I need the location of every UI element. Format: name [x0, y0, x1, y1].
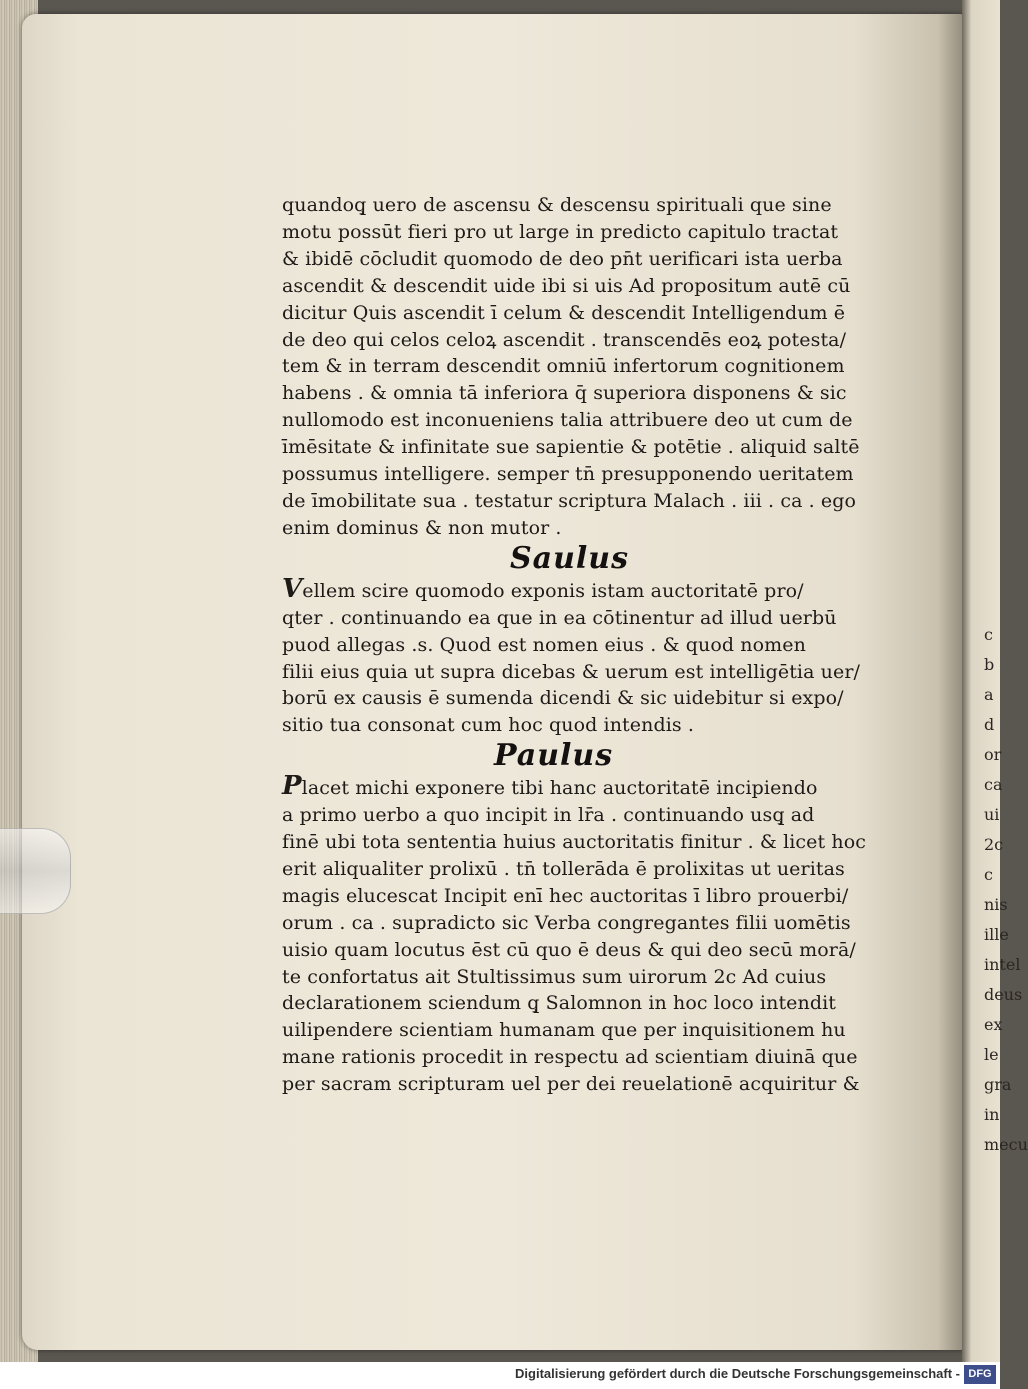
- text-line: te confortatus ait Stultissimus sum uirorum 2c Ad cuius: [282, 965, 827, 988]
- text-line: enim dominus & non mutor .: [282, 516, 562, 539]
- text-line: [282, 573, 847, 605]
- dfg-logo[interactable]: DFG: [964, 1365, 996, 1384]
- text-line: habens . & omnia tā inferiora q̄ superiora disponens & sic: [282, 382, 847, 405]
- initial-letter: P: [282, 771, 302, 802]
- funding-credit: Digitalisierung gefördert durch die Deutsche Forschungsgemeinschaft -: [515, 1366, 960, 1381]
- facing-line: a: [984, 685, 994, 704]
- facing-line: b: [984, 655, 995, 674]
- text-line: īmēsitate & infinitate sue sapientie & potētie . aliquid saltē: [282, 436, 860, 459]
- text-line: orum . ca . supradicto sic Verba congregantes filii uomētis: [282, 911, 851, 934]
- text-line: tem & in terram descendit omniū infertorum cognitionem: [282, 355, 845, 378]
- text-line: qter . continuando ea que in ea cōtinentur ad illud uerbū: [282, 606, 837, 629]
- facing-line: deus: [984, 985, 1023, 1004]
- facing-line: c: [984, 865, 993, 884]
- text-line: borū ex causis ē sumenda dicendi & sic uidebitur si expo/: [282, 687, 844, 710]
- initial-letter: V: [282, 573, 303, 604]
- text-line: de īmobilitate sua . testatur scriptura Malach . iii . ca . ego: [282, 489, 857, 512]
- text-line: magis elucescat Incipit enī hec auctoritas ī libro prouerbi/: [282, 884, 849, 907]
- text-line: [282, 773, 847, 802]
- text-line: sitio tua consonat cum hoc quod intendis .: [282, 714, 695, 737]
- text-line: erit aliqualiter prolixū . tn̄ tollerāda ē prolixitas ut ueritas: [282, 857, 845, 880]
- text-line: de deo qui celos celoꝝ ascendit . transcendēs eoꝝ potesta/: [282, 328, 847, 351]
- facing-line: c: [984, 625, 993, 644]
- facing-line: gra: [984, 1075, 1012, 1094]
- first-line-text: lacet michi exponere tibi hanc auctoritatē incipiendo: [301, 777, 818, 800]
- first-line-text: ellem scire quomodo exponis istam auctoritatē pro/: [302, 579, 804, 602]
- facing-line: nis: [984, 895, 1008, 914]
- text-line: dicitur Quis ascendit ī celum & descendit Intelligendum ē: [282, 301, 846, 324]
- facing-line: in: [984, 1105, 1000, 1124]
- facing-line: ui: [984, 805, 1000, 824]
- text-line: a primo uerbo a quo incipit in lr̄a . continuando usq̧ ad: [282, 804, 815, 827]
- text-line: puod allegas .s. Quod est nomen eius . & quod nomen: [282, 633, 806, 656]
- facing-line: d: [984, 715, 995, 734]
- text-line: filii eius quia ut supra dicebas & uerum est intelligētia uer/: [282, 660, 861, 683]
- text-line: per sacram scripturam uel per dei reuelationē acquiritur &: [282, 1073, 860, 1096]
- facing-page-text: [984, 620, 1028, 1160]
- text-line: finē ubi tota sententia huius auctoritatis finitur . & licet hoc: [282, 831, 867, 854]
- text-line: quandoq̧ uero de ascensu & descensu spirituali que sine: [282, 194, 832, 216]
- text-line: motu possūt fieri pro ut large in predicto capitulo tractat: [282, 220, 839, 243]
- facing-line: ille: [984, 925, 1009, 944]
- footer-bar: [0, 1362, 1000, 1389]
- facing-line: ca: [984, 775, 1003, 794]
- speaker-heading-saulus: Saulus: [510, 540, 630, 576]
- text-line: & ibidē cōcludit quomodo de deo pn̄t uerificari ista uerba: [282, 247, 843, 270]
- facing-line: 2c: [984, 835, 1004, 854]
- facing-line: ex: [984, 1015, 1003, 1034]
- text-line: declarationem sciendum q̧ Salomnon in hoc loco intendit: [282, 992, 837, 1015]
- facing-line: intel: [984, 955, 1021, 974]
- facing-line: le: [984, 1045, 999, 1064]
- text-line: mane rationis procedit in respectu ad scientiam diuinā que: [282, 1046, 858, 1069]
- facing-line: mecu: [984, 1135, 1028, 1154]
- text-line: nullomodo est inconueniens talia attribuere deo ut cum de: [282, 409, 853, 432]
- text-line: possumus intelligere. semper tn̄ presupponendo ueritatem: [282, 463, 854, 486]
- text-line: ascendit & descendit uide ibi si uis Ad propositum autē cū: [282, 274, 851, 297]
- speaker-heading-paulus: Paulus: [494, 738, 614, 774]
- page-clip: [0, 828, 71, 914]
- text-line: uilipendere scientiam humanam que per inquisitionem hu: [282, 1019, 846, 1042]
- text-line: uisio quam locutus ēst cū quo ē deus & qui deo secū morā/: [282, 938, 856, 961]
- page-text-block: [282, 192, 867, 1098]
- facing-line: or: [984, 745, 1002, 764]
